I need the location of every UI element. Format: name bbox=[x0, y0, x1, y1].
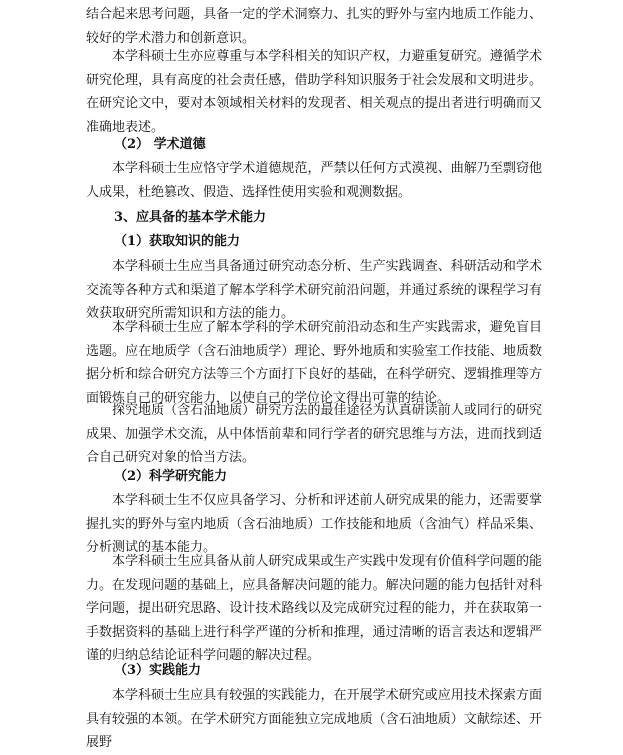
paragraph-knowledge-1: 本学科硕士生应当具备通过研究动态分析、生产实践调查、科研活动和学术交流等各种方式和渠道了解本学科学术研究前沿问题，并通过系统的课程学习有效获取研究所需知识和方法的能力。 bbox=[86, 259, 542, 321]
paragraph-intro-tail: 结合起来思考问题，具备一定的学术洞察力、扎实的野外与室内地质工作能力、较好的学术潜力和创新意识。 bbox=[86, 7, 542, 46]
paragraph-knowledge-2: 本学科硕士生应了解本学科的学术研究前沿动态和生产实践需求，避免盲目选题。应在地质学（含石油地质学）理论、野外地质和实验室工作技能、地质数据分析和综合研究方法等三个方面打下良好的基础，在科学研究、逻辑推理等方面锻炼自己的研究能力，以使自己的学位论文得出可靠的结论。 bbox=[86, 320, 542, 406]
heading-practical-ability: （3）实践能力 bbox=[114, 663, 202, 678]
heading-basic-academic-abilities: 3、应具备的基本学术能力 bbox=[114, 210, 267, 225]
paragraph-intellectual-property: 本学科硕士生亦应尊重与本学科相关的知识产权，力避重复研究。遵循学术研究伦理，具有高度的社会责任感，借助学科知识服务于社会发展和文明进步。在研究论文中，要对本领域相关材料的发现者、相关观点的提出者进行明确而又准确地表述。 bbox=[86, 49, 542, 135]
heading-knowledge-acquisition: （1）获取知识的能力 bbox=[114, 234, 241, 249]
paragraph-research-2: 本学科硕士生应具备从前人研究成果或生产实践中发现有价值科学问题的能力。在发现问题的基础上，应具备解决问题的能力。解决问题的能力包括针对科学问题，提出研究思路、设计技术路线以及完成研究过程的能力，并在获取第一手数据资料的基础上进行科学严谨的分析和推理，通过清晰的语言表达和逻辑严谨的归纳总结论证科学问题的解决过程。 bbox=[86, 554, 542, 663]
paragraph-practice: 本学科硕士生应具有较强的实践能力，在开展学术研究或应用技术探索方面具有较强的本领。在学术研究方面能独立完成地质（含石油地质）文献综述、开展野 bbox=[86, 688, 542, 750]
paragraph-knowledge-3: 探究地质（含石油地质）研究方法的最佳途径为认真研读前人或同行的研究成果、加强学术交流，从中体悟前辈和同行学者的研究思维与方法，进而找到适合自己研究对象的恰当方法。 bbox=[86, 403, 542, 465]
heading-academic-ethics: （2） 学术道德 bbox=[114, 137, 206, 152]
paragraph-research-1: 本学科硕士生不仅应具备学习、分析和评述前人研究成果的能力，还需要掌握扎实的野外与室内地质（含石油地质）工作技能和地质（含油气）样品采集、分析测试的基本能力。 bbox=[86, 493, 542, 555]
heading-research-ability: （2）科学研究能力 bbox=[114, 469, 228, 484]
paragraph-academic-ethics: 本学科硕士生应恪守学术道德规范，严禁以任何方式漠视、曲解乃至剽窃他人成果，杜绝篡改、假造、选择性使用实验和观测数据。 bbox=[86, 161, 542, 200]
